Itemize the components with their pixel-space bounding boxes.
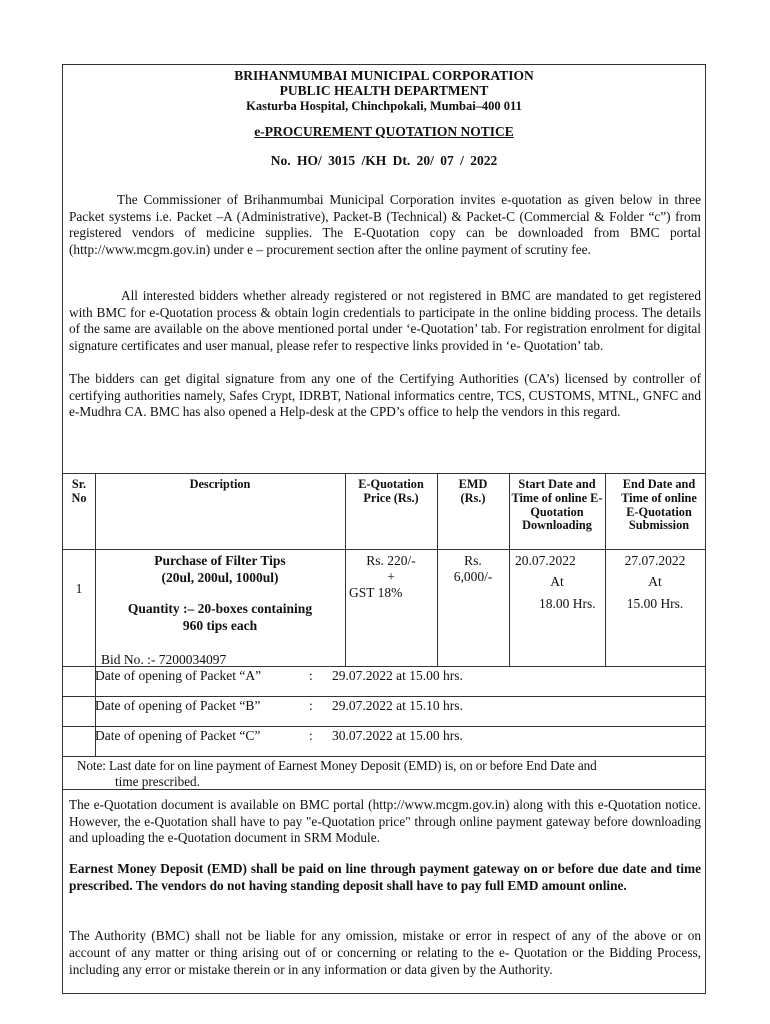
- start-at: At: [550, 574, 564, 589]
- emd-note: Note: Last date for on line payment of Earnest Money Deposit (EMD) is, on or before End Date and: [77, 758, 597, 773]
- header-emd: EMD (Rs.): [458, 477, 488, 505]
- intro-paragraph: The Commissioner of Brihanmumbai Municipal Corporation invites e-quotation as given below in three Packet systems i.e. Packet –A (Administrative), Packet-B (Technical) & Packet-C (Commercial & Folder “c”) from registered vendors of medicine supplies. The E-Quotation copy can be downloaded from BMC portal (http://www.mcgm.gov.in) under e – procurement section after the online payment of scrutiny fee.: [69, 192, 701, 257]
- header-description: Description: [189, 477, 251, 491]
- emd-note-continued: time prescribed.: [115, 774, 200, 789]
- item-quantity: Quantity :– 20-boxes containing: [127, 601, 313, 616]
- packet-c-border: [63, 756, 705, 757]
- emd-label: Rs.: [464, 553, 482, 568]
- packet-c-label: Date of opening of Packet “C”: [95, 728, 261, 743]
- document-availability-paragraph: The e-Quotation document is available on BMC portal (http://www.mcgm.gov.in) along with this e-Quotation notice. However, the e-Quotation shall have to pay "e-Quotation price" through online payment gateway before downloading and uploading the e-Quotation document in SRM Module.: [69, 797, 701, 846]
- emd-paragraph: Earnest Money Deposit (EMD) shall be paid on line through payment gateway on or before due date and time prescribed. The vendors do not having standing deposit shall have to pay full EMD amount online.: [69, 861, 701, 893]
- digital-signature-paragraph: The bidders can get digital signature from any one of the Certifying Authorities (CA’s) licensed by controller of certifying authorities namely, Safes Crypt, IDRBT, National informatics centre, TCS, CUSTOMS, MTNL, GNFC and e-Mudhra CA. BMC has also opened a Help-desk at the CPD’s office to help the vendors in this regard.: [69, 371, 701, 420]
- packet-a-value: 29.07.2022 at 15.00 hrs.: [332, 668, 463, 683]
- price-amount: Rs. 220/-: [366, 553, 416, 568]
- department-name: PUBLIC HEALTH DEPARTMENT: [279, 83, 489, 98]
- table-top-border: [63, 473, 705, 474]
- end-time: 15.00 Hrs.: [626, 596, 684, 611]
- end-at: At: [648, 574, 662, 589]
- liability-paragraph: The Authority (BMC) shall not be liable for any omission, mistake or error in respect of any of the above or on account of any matter or thing arising out of or concerning or relating to the e- Quotation or the Bidding Process, including any error or mistake therein or in any information or data given by the Authority.: [69, 928, 701, 977]
- row-sr: 1: [75, 581, 83, 596]
- org-name: BRIHANMUMBAI MUNICIPAL CORPORATION: [234, 68, 534, 83]
- item-variants: (20ul, 200ul, 1000ul): [161, 570, 279, 585]
- packet-b-label: Date of opening of Packet “B”: [95, 698, 261, 713]
- end-date: 27.07.2022: [624, 553, 686, 568]
- packet-b-border: [63, 726, 705, 727]
- packet-c-value: 30.07.2022 at 15.00 hrs.: [332, 728, 463, 743]
- packet-b-sep: :: [309, 698, 313, 713]
- item-quantity-detail: 960 tips each: [182, 618, 258, 633]
- packet-b-value: 29.07.2022 at 15.10 hrs.: [332, 698, 463, 713]
- price-gst: GST 18%: [349, 585, 403, 600]
- packet-c-sep: :: [309, 728, 313, 743]
- start-time: 18.00 Hrs.: [539, 596, 596, 611]
- item-name: Purchase of Filter Tips: [154, 553, 286, 568]
- table-header-border: [63, 549, 705, 550]
- packet-a-sep: :: [309, 668, 313, 683]
- packet-a-border: [63, 696, 705, 697]
- header-start: Start Date and Time of online E-Quotation Downloading: [511, 477, 603, 533]
- header-end: End Date and Time of online E-Quotation Submission: [621, 477, 697, 533]
- notice-number: No. HO/ 3015 /KH Dt. 20/ 07 / 2022: [270, 153, 498, 168]
- packet-a-label: Date of opening of Packet “A”: [95, 668, 262, 683]
- notice-frame: [62, 64, 706, 994]
- col-divider-start: [605, 473, 606, 666]
- address: Kasturba Hospital, Chinchpokali, Mumbai–400 011: [246, 99, 522, 113]
- notice-title: e-PROCUREMENT QUOTATION NOTICE: [254, 124, 514, 139]
- registration-paragraph: All interested bidders whether already registered or not registered in BMC are mandated to get registered with BMC for e-Quotation process & obtain login credentials to participate in the online bidding process. The details of the same are available on the above mentioned portal under ‘e-Quotation’ tab. For registration enrolment for digital signature certificates and user manual, please refer to respective links provided in ‘e- Quotation’ tab.: [69, 288, 701, 353]
- emd-amount: 6,000/-: [453, 569, 493, 584]
- start-date: 20.07.2022: [515, 553, 576, 568]
- price-plus: +: [387, 569, 395, 584]
- bid-number: Bid No. :- 7200034097: [101, 652, 227, 667]
- header-price: E-Quotation Price (Rs.): [358, 477, 424, 505]
- header-sr: Sr. No: [71, 477, 87, 505]
